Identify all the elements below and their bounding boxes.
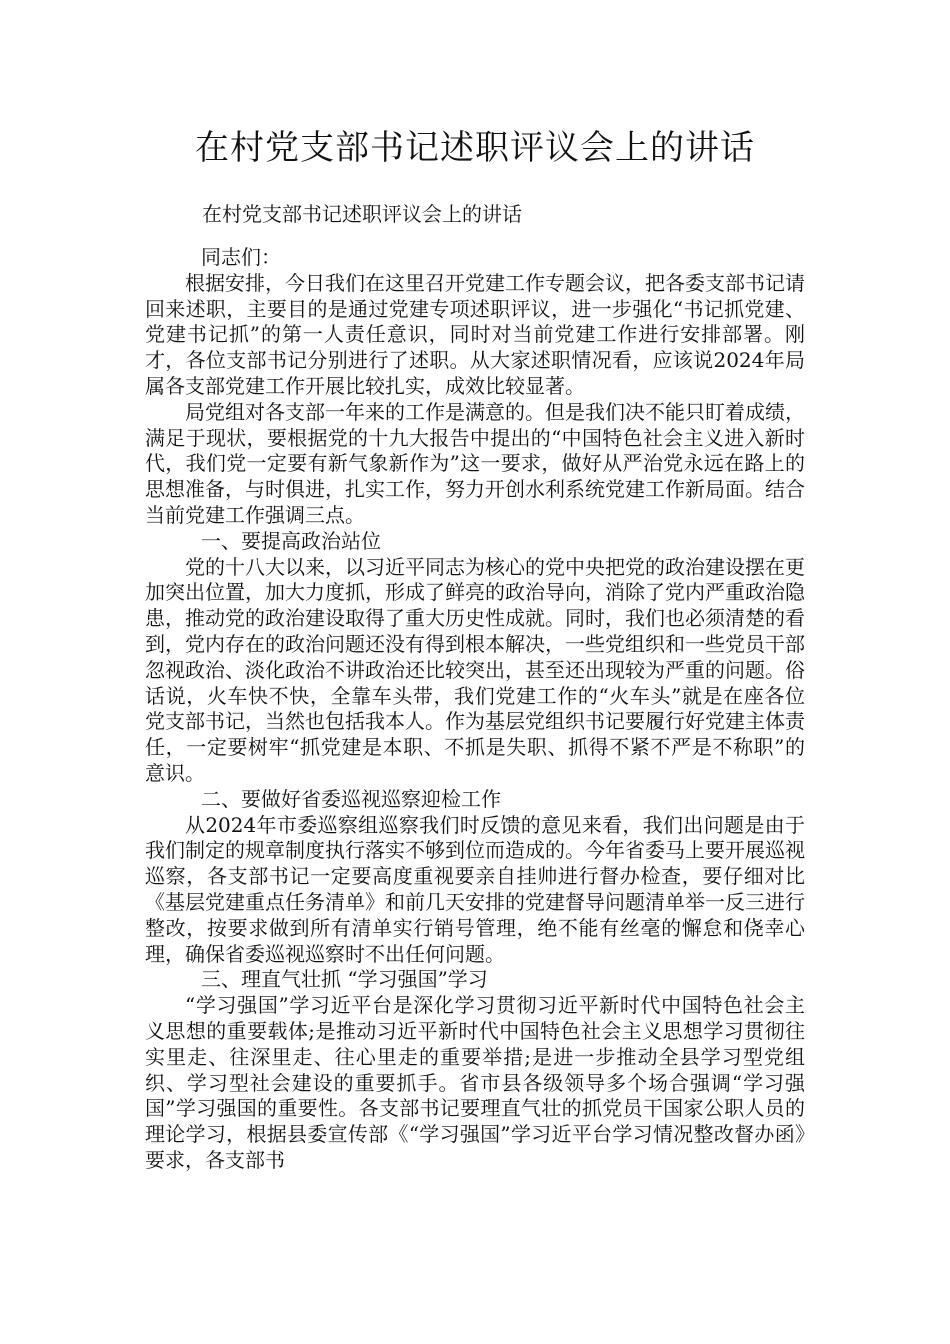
salutation: 同志们：: [201, 245, 281, 269]
document-title: 在村党支部书记述职评议会上的讲话: [195, 128, 755, 168]
paragraph: 党的十八大以来，以习近平同志为核心的党中央把党的政治建设摆在更加突出位置，加大力度抓，形成了鲜亮的政治导向，消除了党内严重政治隐患，推动党的政治建设取得了重大历史性成就。同时，我们也必须清楚的看到，党内存在的政治问题还没有得到根本解决，一些党组织和一些党员干部忽视政治、淡化政治不讲政治还比较突出，甚至还出现较为严重的问题。俗话说，火车快不快，全靠车头带，我们党建工作的“火车头”就是在座各位党支部书记，当然也包括我本人。作为基层党组织书记要履行好党建主体责任，一定要树牢“抓党建是本职、不抓是失职、抓得不紧不严是不称职”的意识。: [145, 554, 805, 785]
document-subtitle: 在村党支部书记述职评议会上的讲话: [202, 202, 522, 226]
section-heading: 三、理直气壮抓 “学习强国”学习: [201, 967, 488, 992]
section-heading: 二、要做好省委巡视巡察迎检工作: [201, 786, 501, 811]
document-body: [145, 245, 805, 1174]
paragraph: “学习强国”学习近平台是深化学习贯彻习近平新时代中国特色社会主义思想的重要载体;是推动习近平新时代中国特色社会主义思想学习贯彻往实里走、往深里走、往心里走的重要举措;是进一步推动全县学习型党组织、学习型社会建设的重要抓手。省市县各级领导多个场合强调“学习强国”学习强国的重要性。各支部书记要理直气壮的抓党员干国家公职人员的理论学习，根据县委宣传部《“学习强国”学习近平台学习情况整改督办函》要求，各支部书: [145, 993, 805, 1172]
paragraph: 局党组对各支部一年来的工作是满意的。但是我们决不能只盯着成绩，满足于现状，要根据党的十九大报告中提出的“中国特色社会主义进入新时代，我们党一定要有新气象新作为”这一要求，做好从严治党永远在路上的思想准备，与时俱进，扎实工作，努力开创水利系统党建工作新局面。结合当前党建工作强调三点。: [145, 399, 805, 527]
section-heading: 一、要提高政治站位: [201, 528, 381, 553]
paragraph: 从2024年市委巡察组巡察我们时反馈的意见来看，我们出问题是由于我们制定的规章制度执行落实不够到位而造成的。今年省委马上要开展巡视巡察，各支部书记一定要高度重视要亲自挂帅进行督办检查，要仔细对比《基层党建重点任务清单》和前几天安排的党建督导问题清单举一反三进行整改，按要求做到所有清单实行销号管理，绝不能有丝毫的懈怠和侥幸心理，确保省委巡视巡察时不出任何问题。: [145, 812, 805, 966]
paragraph: 根据安排，今日我们在这里召开党建工作专题会议，把各委支部书记请回来述职，主要目的是通过党建专项述职评议，进一步强化“书记抓党建、党建书记抓”的第一人责任意识，同时对当前党建工作进行安排部署。刚才，各位支部书记分别进行了述职。从大家述职情况看，应该说2024年局属各支部党建工作开展比较扎实，成效比较显著。: [145, 270, 805, 398]
